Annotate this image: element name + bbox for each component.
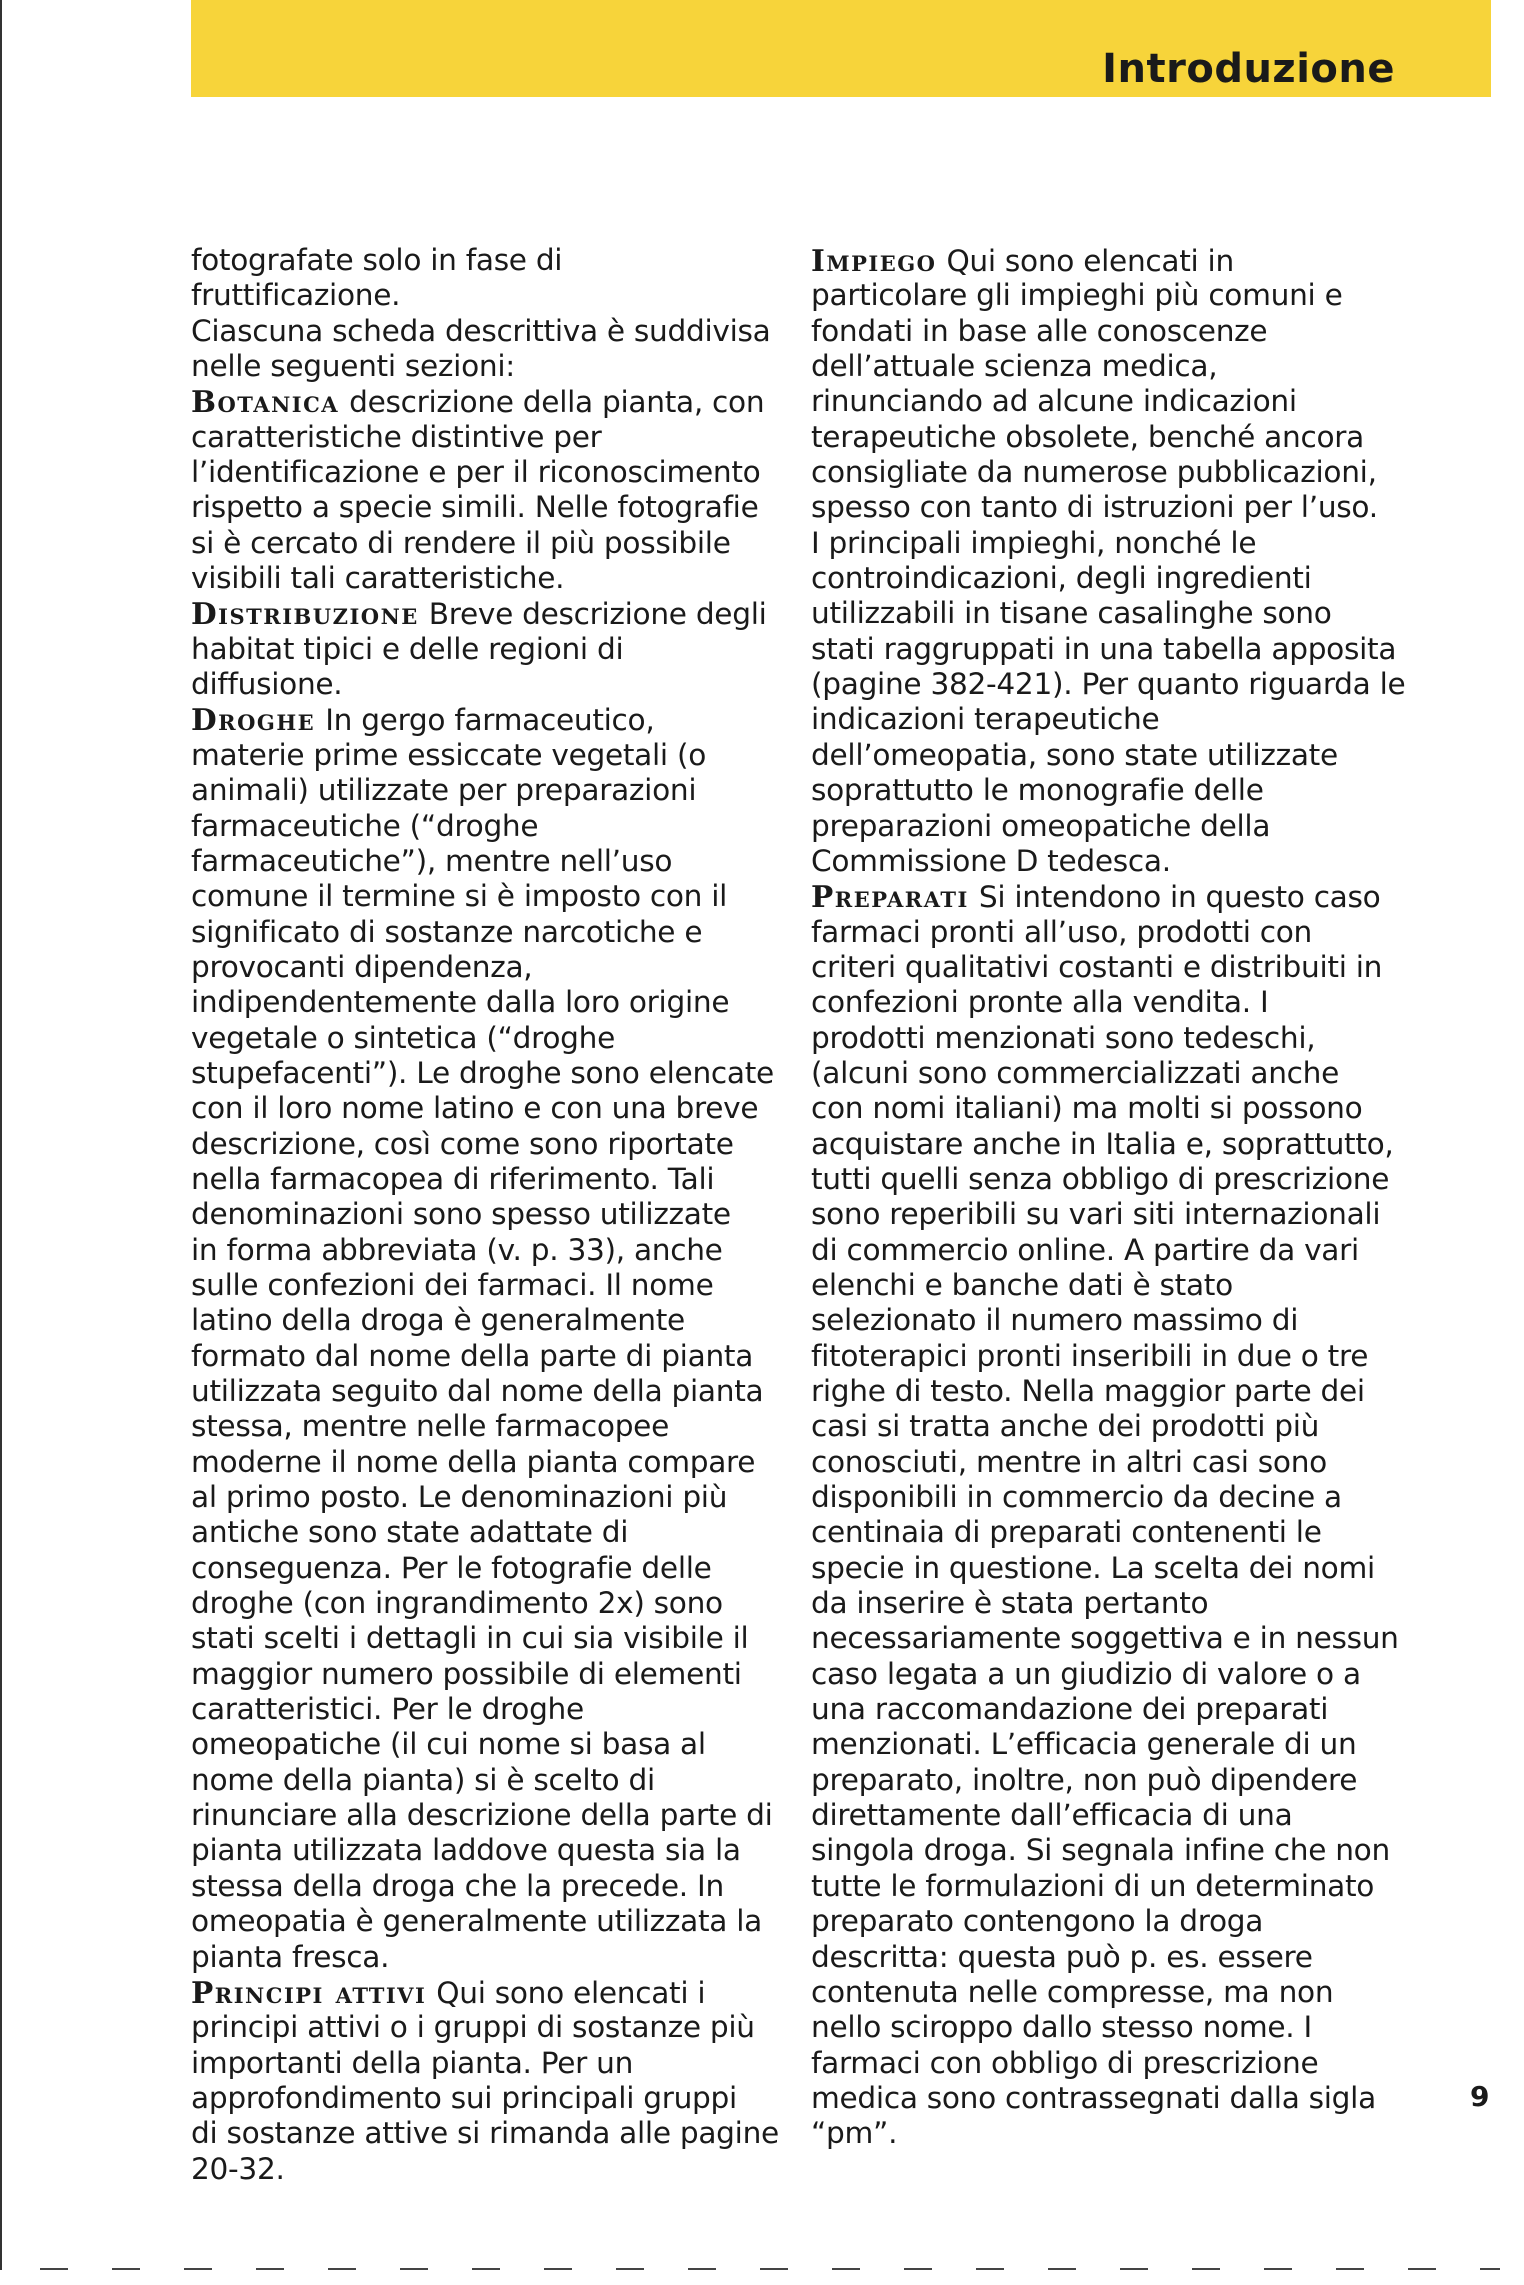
line-text: droghe (con ingrandimento 2x) sono <box>191 1586 723 1621</box>
text-line <box>811 2046 1411 2081</box>
line-text: (pagine 382-421). Per quanto riguarda le <box>811 667 1406 702</box>
line-text: nello sciroppo dallo stesso nome. I <box>811 2010 1312 2045</box>
text-line <box>811 1303 1411 1338</box>
text-line <box>191 1233 791 1268</box>
section-heading: Botanica <box>191 384 340 420</box>
text-line <box>811 1692 1411 1727</box>
text-line <box>811 1127 1411 1162</box>
text-line <box>811 1339 1411 1374</box>
line-text: indipendentemente dalla loro origine <box>191 985 730 1020</box>
line-text: controindicazioni, degli ingredienti <box>811 561 1312 596</box>
line-text: utilizzabili in tisane casalinghe sono <box>811 596 1332 631</box>
line-text: rinunciare alla descrizione della parte di <box>191 1798 773 1833</box>
line-text: righe di testo. Nella maggior parte dei <box>811 1374 1365 1408</box>
text-line <box>191 1162 791 1197</box>
line-text: con nomi italiani) ma molti si possono <box>811 1091 1363 1126</box>
text-line <box>811 2116 1411 2151</box>
text-line <box>811 1162 1411 1197</box>
line-text: stessa della droga che la precede. In <box>191 1868 724 1903</box>
text-line <box>191 1621 791 1656</box>
line-text: habitat tipici e delle regioni di <box>191 631 624 666</box>
line-text: stati scelti i dettagli in cui sia visibile il <box>191 1621 749 1656</box>
text-line <box>811 738 1411 773</box>
text-line <box>191 349 791 384</box>
text-line <box>811 632 1411 667</box>
line-text: omeopatia è generalmente utilizzata la <box>191 1904 762 1939</box>
text-line <box>191 2152 791 2187</box>
line-text: Breve descrizione degli <box>428 597 767 632</box>
text-line <box>191 596 791 631</box>
text-line <box>811 1657 1411 1692</box>
line-text: nome della pianta) si è scelto di <box>191 1762 655 1797</box>
text-line <box>811 278 1411 313</box>
text-line <box>191 1021 791 1056</box>
header-bar <box>191 0 1491 97</box>
line-text: criteri qualitativi costanti e distribuiti in <box>811 949 1383 984</box>
line-text: rinunciando ad alcune indicazioni <box>811 384 1297 419</box>
line-text: stati raggruppati in una tabella apposita <box>811 631 1397 666</box>
line-text: menzionati. L’efficacia generale di un <box>811 1727 1357 1762</box>
text-line <box>191 314 791 349</box>
text-line <box>191 1268 791 1303</box>
line-text: conosciuti, mentre in altri casi sono <box>811 1444 1327 1479</box>
text-line <box>191 1692 791 1727</box>
text-line <box>191 384 791 419</box>
text-line <box>191 2081 791 2116</box>
text-line <box>191 2010 791 2045</box>
text-line <box>811 1197 1411 1232</box>
line-text: sono reperibili su vari siti internazionali <box>811 1197 1381 1232</box>
text-line <box>811 702 1411 737</box>
line-text: prodotti menzionati sono tedeschi, <box>811 1020 1316 1055</box>
line-text: In gergo farmaceutico, <box>325 703 655 738</box>
text-line <box>191 1480 791 1515</box>
text-line <box>811 384 1411 419</box>
line-text: preparato, inoltre, non può dipendere <box>811 1762 1358 1797</box>
line-text: Qui sono elencati i <box>436 1975 706 2010</box>
text-line <box>811 844 1411 879</box>
line-text: disponibili in commercio da decine a <box>811 1480 1342 1515</box>
page-number: 9 <box>1470 2080 1490 2113</box>
text-line <box>811 1798 1411 1833</box>
line-text: tutte le formulazioni di un determinato <box>811 1868 1375 1903</box>
text-line <box>811 1374 1411 1409</box>
text-line <box>811 1940 1411 1975</box>
text-line <box>191 243 791 278</box>
text-line <box>191 1727 791 1762</box>
text-line <box>191 1904 791 1939</box>
line-text: stessa, mentre nelle farmacopee <box>191 1409 669 1444</box>
section-heading: Impiego <box>811 243 937 278</box>
line-text: in forma abbreviata (v. p. 33), anche <box>191 1232 723 1267</box>
text-line <box>811 1869 1411 1904</box>
text-line <box>191 632 791 667</box>
text-line <box>191 1869 791 1904</box>
text-line <box>191 278 791 313</box>
line-text: (alcuni sono commercializzati anche <box>811 1055 1339 1090</box>
text-line <box>191 526 791 561</box>
text-line <box>811 809 1411 844</box>
text-line <box>191 1798 791 1833</box>
line-text: si è cercato di rendere il più possibile <box>191 525 731 560</box>
right-text-column <box>811 243 1411 2152</box>
text-line <box>191 1975 791 2010</box>
text-line <box>191 1374 791 1409</box>
line-text: materie prime essiccate vegetali (o <box>191 737 707 772</box>
line-text: pianta fresca. <box>191 1939 390 1974</box>
text-line <box>191 1515 791 1550</box>
line-text: fruttificazione. <box>191 278 401 313</box>
line-text: Ciascuna scheda descrittiva è suddivisa <box>191 313 771 348</box>
line-text: consigliate da numerose pubblicazioni, <box>811 455 1377 490</box>
line-text: medica sono contrassegnati dalla sigla <box>811 2080 1376 2115</box>
line-text: diffusione. <box>191 667 343 702</box>
line-text: farmaceutiche”), mentre nell’uso <box>191 843 673 878</box>
line-text: con il loro nome latino e con una breve <box>191 1091 759 1126</box>
line-text: omeopatiche (il cui nome si basa al <box>191 1727 706 1762</box>
line-text: fotografate solo in fase di <box>191 243 563 277</box>
line-text: necessariamente soggettiva e in nessun <box>811 1621 1399 1656</box>
text-line <box>191 2046 791 2081</box>
text-line <box>811 667 1411 702</box>
line-text: preparato contengono la droga <box>811 1904 1264 1939</box>
text-line <box>191 1833 791 1868</box>
line-text: soprattutto le monografie delle <box>811 773 1264 808</box>
line-text: farmaceutiche (“droghe <box>191 808 539 843</box>
footer-dashed-rule <box>40 2268 1500 2270</box>
line-text: caratteristici. Per le droghe <box>191 1692 584 1727</box>
line-text: di commercio online. A partire da vari <box>811 1232 1359 1267</box>
line-text: approfondimento sui principali gruppi <box>191 2080 737 2115</box>
text-line <box>191 773 791 808</box>
line-text: singola droga. Si segnala infine che non <box>811 1833 1390 1868</box>
text-line <box>191 1551 791 1586</box>
section-heading: Preparati <box>811 879 969 915</box>
line-text: l’identificazione e per il riconoscimento <box>191 455 761 490</box>
line-text: specie in questione. La scelta dei nomi <box>811 1550 1375 1585</box>
line-text: importanti della pianta. Per un <box>191 2045 634 2080</box>
text-line <box>811 490 1411 525</box>
text-line <box>811 526 1411 561</box>
line-text: farmaci con obbligo di prescrizione <box>811 2045 1319 2080</box>
line-text: terapeutiche obsolete, benché ancora <box>811 419 1364 454</box>
text-line <box>191 950 791 985</box>
text-line <box>191 1586 791 1621</box>
text-line <box>811 1268 1411 1303</box>
text-line <box>811 1975 1411 2010</box>
line-text: spesso con tanto di istruzioni per l’uso. <box>811 490 1378 525</box>
line-text: preparazioni omeopatiche della <box>811 808 1271 843</box>
page-border <box>0 0 2 2270</box>
text-line <box>811 1056 1411 1091</box>
line-text: descritta: questa può p. es. essere <box>811 1939 1313 1974</box>
left-text-column <box>191 243 791 2187</box>
text-line <box>811 1515 1411 1550</box>
line-text: utilizzata seguito dal nome della pianta <box>191 1374 764 1408</box>
text-line <box>191 879 791 914</box>
line-text: contenuta nelle compresse, ma non <box>811 1974 1334 2009</box>
page-title: Introduzione <box>1102 46 1395 92</box>
line-text: indicazioni terapeutiche <box>811 702 1160 737</box>
line-text: vegetale o sintetica (“droghe <box>191 1020 615 1055</box>
line-text: dell’attuale scienza medica, <box>811 349 1218 384</box>
line-text: moderne il nome della pianta compare <box>191 1444 756 1479</box>
text-line <box>191 667 791 702</box>
text-line <box>191 809 791 844</box>
text-line <box>191 1657 791 1692</box>
line-text: particolare gli impieghi più comuni e <box>811 278 1343 313</box>
line-text: al primo posto. Le denominazioni più <box>191 1480 728 1515</box>
line-text: latino della droga è generalmente <box>191 1303 685 1338</box>
line-text: stupefacenti”). Le droghe sono elencate <box>191 1055 774 1090</box>
text-line <box>191 420 791 455</box>
line-text: caratteristiche distintive per <box>191 419 602 454</box>
line-text: descrizione, così come sono riportate <box>191 1126 734 1161</box>
line-text: direttamente dall’efficacia di una <box>811 1798 1293 1833</box>
line-text: Qui sono elencati in <box>946 244 1234 278</box>
line-text: provocanti dipendenza, <box>191 949 533 984</box>
text-line <box>811 455 1411 490</box>
text-line <box>191 490 791 525</box>
line-text: visibili tali caratteristiche. <box>191 561 565 596</box>
line-text: da inserire è stata pertanto <box>811 1586 1209 1621</box>
line-text: formato dal nome della parte di pianta <box>191 1338 754 1373</box>
text-line <box>811 879 1411 914</box>
line-text: confezioni pronte alla vendita. I <box>811 985 1269 1020</box>
line-text: conseguenza. Per le fotografie delle <box>191 1550 712 1585</box>
line-text: centinaia di preparati contenenti le <box>811 1515 1322 1550</box>
text-line <box>811 915 1411 950</box>
text-line <box>811 1833 1411 1868</box>
text-line <box>811 1233 1411 1268</box>
text-line <box>191 738 791 773</box>
line-text: caso legata a un giudizio di valore o a <box>811 1656 1361 1691</box>
line-text: significato di sostanze narcotiche e <box>191 914 703 949</box>
text-line <box>811 1763 1411 1798</box>
text-line <box>811 1621 1411 1656</box>
text-line <box>191 455 791 490</box>
line-text: selezionato il numero massimo di <box>811 1303 1299 1338</box>
line-text: di sostanze attive si rimanda alle pagine <box>191 2116 779 2151</box>
line-text: descrizione della pianta, con <box>349 385 765 420</box>
text-line <box>191 915 791 950</box>
line-text: fitoterapici pronti inseribili in due o tre <box>811 1338 1369 1373</box>
line-text: fondati in base alle conoscenze <box>811 313 1268 348</box>
text-line <box>191 1409 791 1444</box>
text-line <box>191 1339 791 1374</box>
line-text: comune il termine si è imposto con il <box>191 879 728 914</box>
text-line <box>191 1056 791 1091</box>
text-line <box>811 1586 1411 1621</box>
text-line <box>811 1445 1411 1480</box>
line-text: I principali impieghi, nonché le <box>811 525 1257 560</box>
text-line <box>191 561 791 596</box>
line-text: elenchi e banche dati è stato <box>811 1267 1233 1302</box>
text-line <box>811 2010 1411 2045</box>
text-line <box>811 1021 1411 1056</box>
line-text: “pm”. <box>811 2116 898 2151</box>
line-text: antiche sono state adattate di <box>191 1515 629 1550</box>
text-line <box>811 1409 1411 1444</box>
text-line <box>811 561 1411 596</box>
section-heading: Distribuzione <box>191 596 419 632</box>
text-line <box>191 1197 791 1232</box>
line-text: nelle seguenti sezioni: <box>191 349 515 384</box>
text-line <box>191 844 791 879</box>
line-text: acquistare anche in Italia e, soprattutto, <box>811 1126 1394 1161</box>
line-text: rispetto a specie simili. Nelle fotografie <box>191 490 759 525</box>
text-line <box>811 1091 1411 1126</box>
line-text: pianta utilizzata laddove questa sia la <box>191 1833 741 1868</box>
text-line <box>811 950 1411 985</box>
text-line <box>811 2081 1411 2116</box>
text-line <box>191 985 791 1020</box>
line-text: sulle confezioni dei farmaci. Il nome <box>191 1267 714 1302</box>
text-line <box>191 1303 791 1338</box>
text-line <box>811 1480 1411 1515</box>
text-line <box>191 1091 791 1126</box>
line-text: farmaci pronti all’uso, prodotti con <box>811 914 1313 949</box>
line-text: animali) utilizzate per preparazioni <box>191 773 697 808</box>
line-text: una raccomandazione dei preparati <box>811 1692 1329 1727</box>
line-text: nella farmacopea di riferimento. Tali <box>191 1161 715 1196</box>
text-line <box>811 773 1411 808</box>
text-line <box>191 1763 791 1798</box>
text-line <box>191 1445 791 1480</box>
line-text: maggior numero possibile di elementi <box>191 1656 742 1691</box>
line-text: dell’omeopatia, sono state utilizzate <box>811 737 1338 772</box>
text-line <box>191 702 791 737</box>
text-line <box>811 985 1411 1020</box>
text-line <box>191 1940 791 1975</box>
text-line <box>811 596 1411 631</box>
line-text: Commissione D tedesca. <box>811 843 1171 878</box>
section-heading: Droghe <box>191 702 316 738</box>
line-text: casi si tratta anche dei prodotti più <box>811 1409 1320 1444</box>
line-text: Si intendono in questo caso <box>978 880 1381 915</box>
line-text: denominazioni sono spesso utilizzate <box>191 1197 731 1232</box>
text-line <box>811 349 1411 384</box>
text-line <box>191 1127 791 1162</box>
line-text: 20-32. <box>191 2151 285 2186</box>
section-heading: Principi attivi <box>191 1974 427 2010</box>
text-line <box>811 1904 1411 1939</box>
text-line <box>191 2116 791 2151</box>
line-text: tutti quelli senza obbligo di prescrizione <box>811 1161 1390 1196</box>
line-text: principi attivi o i gruppi di sostanze più <box>191 2010 755 2045</box>
text-line <box>811 1727 1411 1762</box>
text-line <box>811 1551 1411 1586</box>
text-line <box>811 420 1411 455</box>
text-line <box>811 243 1411 278</box>
text-line <box>811 314 1411 349</box>
